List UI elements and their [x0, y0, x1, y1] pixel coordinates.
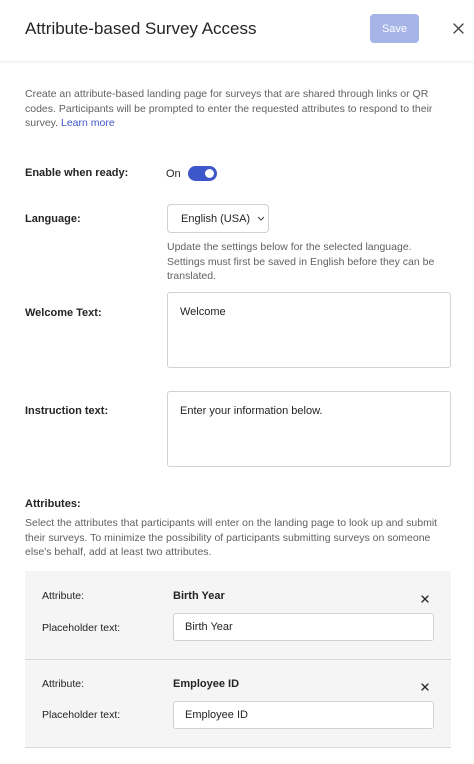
- close-icon: [453, 23, 464, 34]
- enable-label: Enable when ready:: [25, 167, 129, 179]
- welcome-label: Welcome Text:: [25, 307, 102, 319]
- placeholder-key-label: Placeholder text:: [42, 709, 121, 721]
- attribute-divider: [25, 747, 451, 748]
- attribute-card-birth-year: [25, 571, 451, 659]
- remove-attribute-button[interactable]: [418, 592, 432, 606]
- save-button[interactable]: Save: [370, 14, 419, 43]
- language-dropdown[interactable]: [167, 204, 269, 233]
- close-icon: [421, 595, 429, 603]
- toggle-knob: [205, 169, 214, 178]
- close-icon: [421, 683, 429, 691]
- panel-header: [0, 0, 474, 62]
- instruction-label: Instruction text:: [25, 405, 109, 417]
- enable-toggle[interactable]: [188, 166, 217, 181]
- language-selected: English (USA): [181, 212, 251, 225]
- language-note: Update the settings below for the selected language. Settings must first be saved in English before they can be translated.: [167, 241, 435, 282]
- intro-text: [25, 87, 453, 131]
- intro-description: Create an attribute-based landing page for surveys that are shared through links or QR codes. Participants will be prompted to enter the requested attributes to respond to their survey.: [25, 88, 433, 129]
- placeholder-input[interactable]: Employee ID: [173, 701, 434, 729]
- language-label: Language:: [25, 213, 81, 225]
- attribute-value: Birth Year: [173, 590, 225, 602]
- attribute-card-employee-id: [25, 660, 451, 748]
- remove-attribute-button[interactable]: [418, 680, 432, 694]
- attribute-value: Employee ID: [173, 678, 240, 690]
- chevron-down-icon: [257, 216, 265, 221]
- attributes-label: Attributes:: [25, 498, 81, 510]
- panel-title: Attribute-based Survey Access: [25, 19, 257, 38]
- attributes-description: Select the attributes that participants will enter on the landing page to look up and submit their surveys. To minimize the possibility of participants submitting surveys on someone else's behalf, add at least two attributes.: [25, 517, 438, 558]
- placeholder-key-label: Placeholder text:: [42, 622, 121, 634]
- welcome-text-input[interactable]: Welcome: [167, 292, 451, 368]
- attribute-key-label: Attribute:: [42, 590, 85, 602]
- toggle-state-text: On: [166, 168, 181, 180]
- learn-more-link[interactable]: Learn more: [60, 117, 115, 129]
- placeholder-input[interactable]: Birth Year: [173, 613, 434, 641]
- instruction-text-input[interactable]: Enter your information below.: [167, 391, 451, 467]
- attribute-key-label: Attribute:: [42, 678, 85, 690]
- close-button[interactable]: [450, 20, 466, 36]
